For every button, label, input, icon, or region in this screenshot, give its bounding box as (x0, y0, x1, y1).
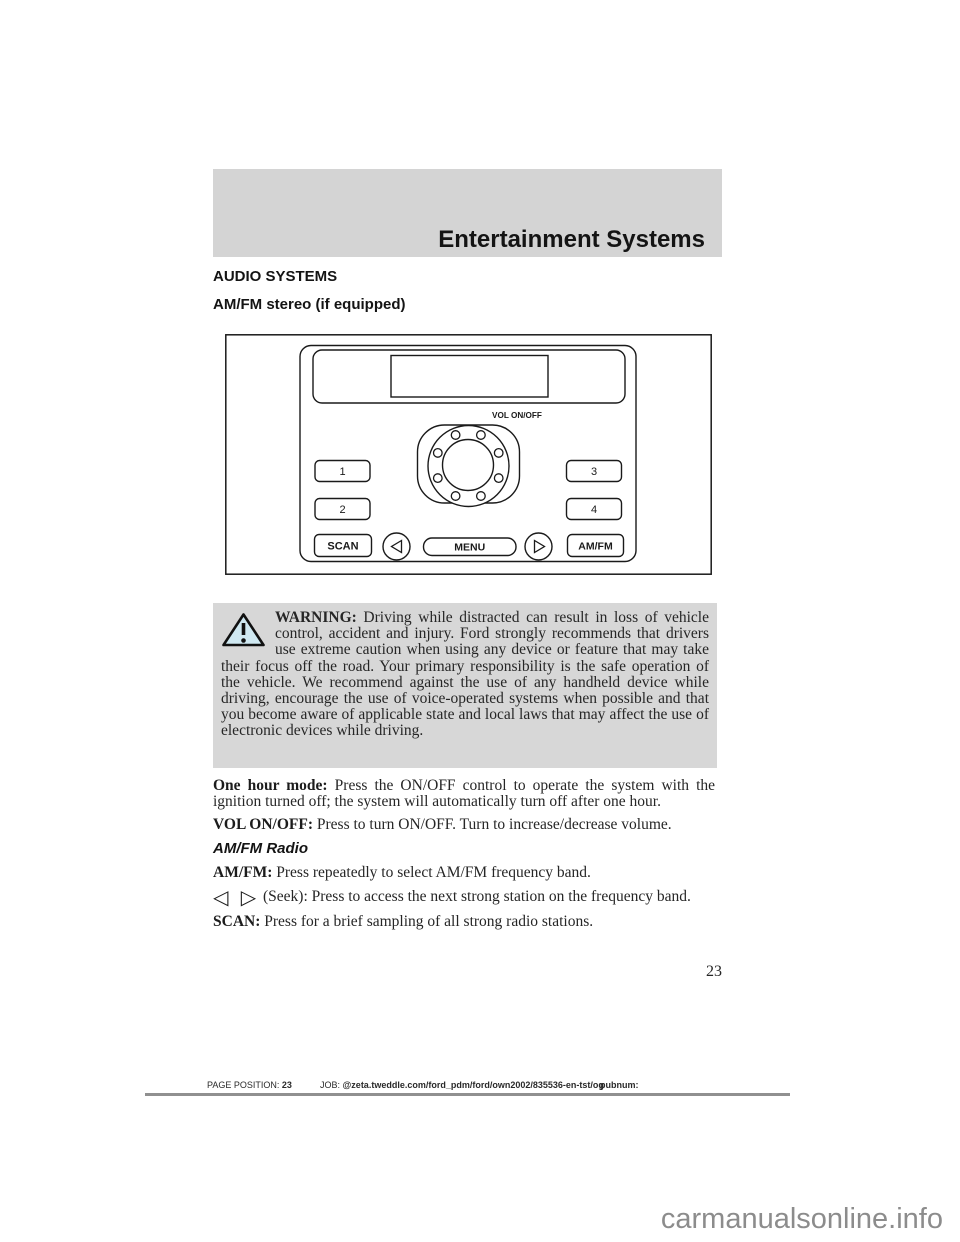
amfm-radio-heading: AM/FM Radio (213, 839, 308, 857)
vol-on-off-label: VOL ON/OFF (492, 411, 542, 420)
section-heading: AUDIO SYSTEMS (213, 268, 338, 285)
amfm-paragraph (213, 865, 715, 881)
job-label: JOB: (320, 1080, 341, 1090)
warning-box (213, 603, 717, 768)
preset-4-label: 4 (590, 504, 598, 516)
production-footer (0, 1080, 960, 1094)
seek-text: (Seek): Press to access the next strong station on the frequency band. (263, 888, 691, 906)
chapter-title: Entertainment Systems (438, 226, 705, 253)
preset-2-label: 2 (339, 504, 346, 516)
amfm-text: Press repeatedly to select AM/FM frequency band. (276, 863, 591, 881)
amfm-body-label: AM/FM: (213, 863, 273, 881)
one-hour-mode-label: One hour mode: (213, 777, 328, 794)
footer-job (320, 1080, 604, 1090)
job-value: @zeta.tweddle.com/ford_pdm/ford/own2002/835536-en-tst/og (342, 1080, 604, 1090)
radio-diagram (225, 334, 712, 575)
warning-label: WARNING: (275, 609, 357, 626)
preset-3-label: 3 (590, 466, 598, 478)
page-number: 23 (706, 963, 722, 980)
scan-text: Press for a brief sampling of all strong radio stations. (264, 912, 594, 930)
footer-pubnum: pubnum: (600, 1080, 639, 1090)
seek-paragraph (213, 885, 715, 910)
amfm-label: AM/FM (578, 540, 613, 553)
page-position-value: 23 (281, 1080, 292, 1090)
seek-arrows-icon: ◁ ▷ (213, 885, 260, 910)
menu-label: MENU (454, 541, 486, 554)
chapter-header-band (213, 169, 722, 257)
footer-rule (145, 1093, 790, 1096)
vol-on-off-text: Press to turn ON/OFF. Turn to increase/decrease volume. (316, 815, 672, 833)
vol-on-off-body-label: VOL ON/OFF: (213, 815, 314, 833)
warning-triangle-icon (221, 612, 268, 648)
preset-1-label: 1 (339, 466, 346, 478)
scan-label: SCAN (327, 540, 359, 553)
subsection-heading: AM/FM stereo (if equipped) (213, 296, 406, 313)
one-hour-mode-text: Press the ON/OFF control to operate the system with the ignition turned off; the system will automatically turn off after one hour. (213, 777, 716, 811)
footer-page-position (207, 1080, 292, 1090)
one-hour-mode-paragraph (213, 778, 715, 810)
scan-paragraph (213, 914, 715, 930)
page-position-label: PAGE POSITION: (207, 1080, 280, 1090)
watermark-text: carmanualsonline.info (660, 1203, 943, 1235)
warning-paragraph (221, 610, 709, 740)
vol-on-off-paragraph (213, 817, 715, 833)
body-text-column (213, 778, 715, 937)
volume-knob-outer (428, 426, 509, 507)
scan-body-label: SCAN: (213, 912, 261, 930)
warning-text: Driving while distracted can result in loss of vehicle control, accident and injury. Ford strongly recommends that drivers use extreme caution when using any device or feature that may take their focus off the road. Your primary responsibility is the safe operation of the vehicle. We recommend against the use of any handheld device while driving, encourage the use of voice-operated systems when possible and that you become aware of applicable state and local laws that may affect the use of electronic devices while driving. (221, 609, 709, 740)
